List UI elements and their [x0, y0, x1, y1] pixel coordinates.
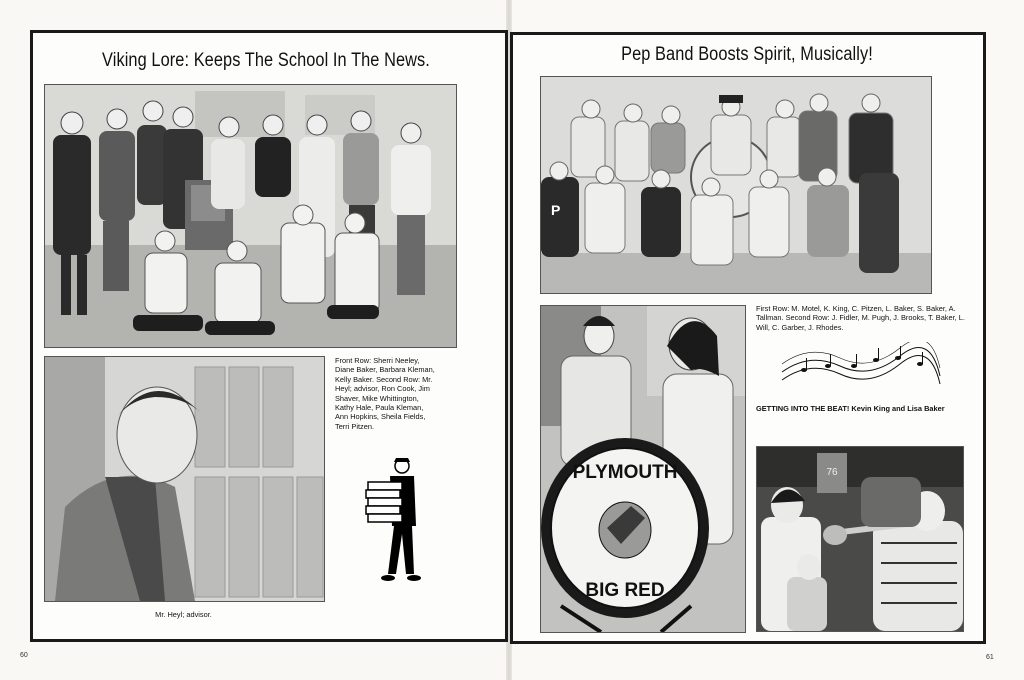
- horn-players-photo: [756, 446, 964, 632]
- jersey-number: 76: [826, 467, 838, 478]
- advisor-photo: [44, 356, 325, 602]
- drum-label-top: PLYMOUTH: [572, 462, 678, 483]
- right-headline: Pep Band Boosts Spirit, Musically!: [621, 44, 873, 65]
- bass-drum-photo: [540, 305, 746, 633]
- music-notes-illustration: [780, 342, 942, 388]
- viking-lore-group-photo: [44, 84, 457, 348]
- drum-label-bottom: BIG RED: [585, 580, 665, 601]
- left-headline: Viking Lore: Keeps The School In The News.: [102, 50, 430, 71]
- advisor-caption: Mr. Heyl; advisor.: [155, 610, 212, 619]
- right-page-number: 61: [986, 654, 994, 661]
- left-page-number: 60: [20, 652, 28, 659]
- group-caption: Front Row: Sherri Neeley, Diane Baker, Barbara Kleman, Kelly Baker. Second Row: Mr. Heyl; advisor, Ron Cook, Jim Shaver, Mike Whittington, Kathy Hale, Paula Kleman, Ann Hopkins, Sheila Fields, Terri Pitzen.: [335, 356, 435, 431]
- band-caption: First Row: M. Motel, K. King, C. Pitzen, L. Baker, S. Baker, A. Tallman. Second Row: J. Fidler, M. Pugh, J. Brooks, T. Baker, L. Will, C. Garber, J. Rhodes.: [756, 304, 965, 332]
- svg-text:P: P: [551, 202, 561, 218]
- pep-band-group-photo: [540, 76, 932, 294]
- cartoon-book-carrier-illustration: [362, 456, 422, 586]
- drum-caption: GETTING INTO THE BEAT! Kevin King and Lisa Baker: [756, 404, 945, 413]
